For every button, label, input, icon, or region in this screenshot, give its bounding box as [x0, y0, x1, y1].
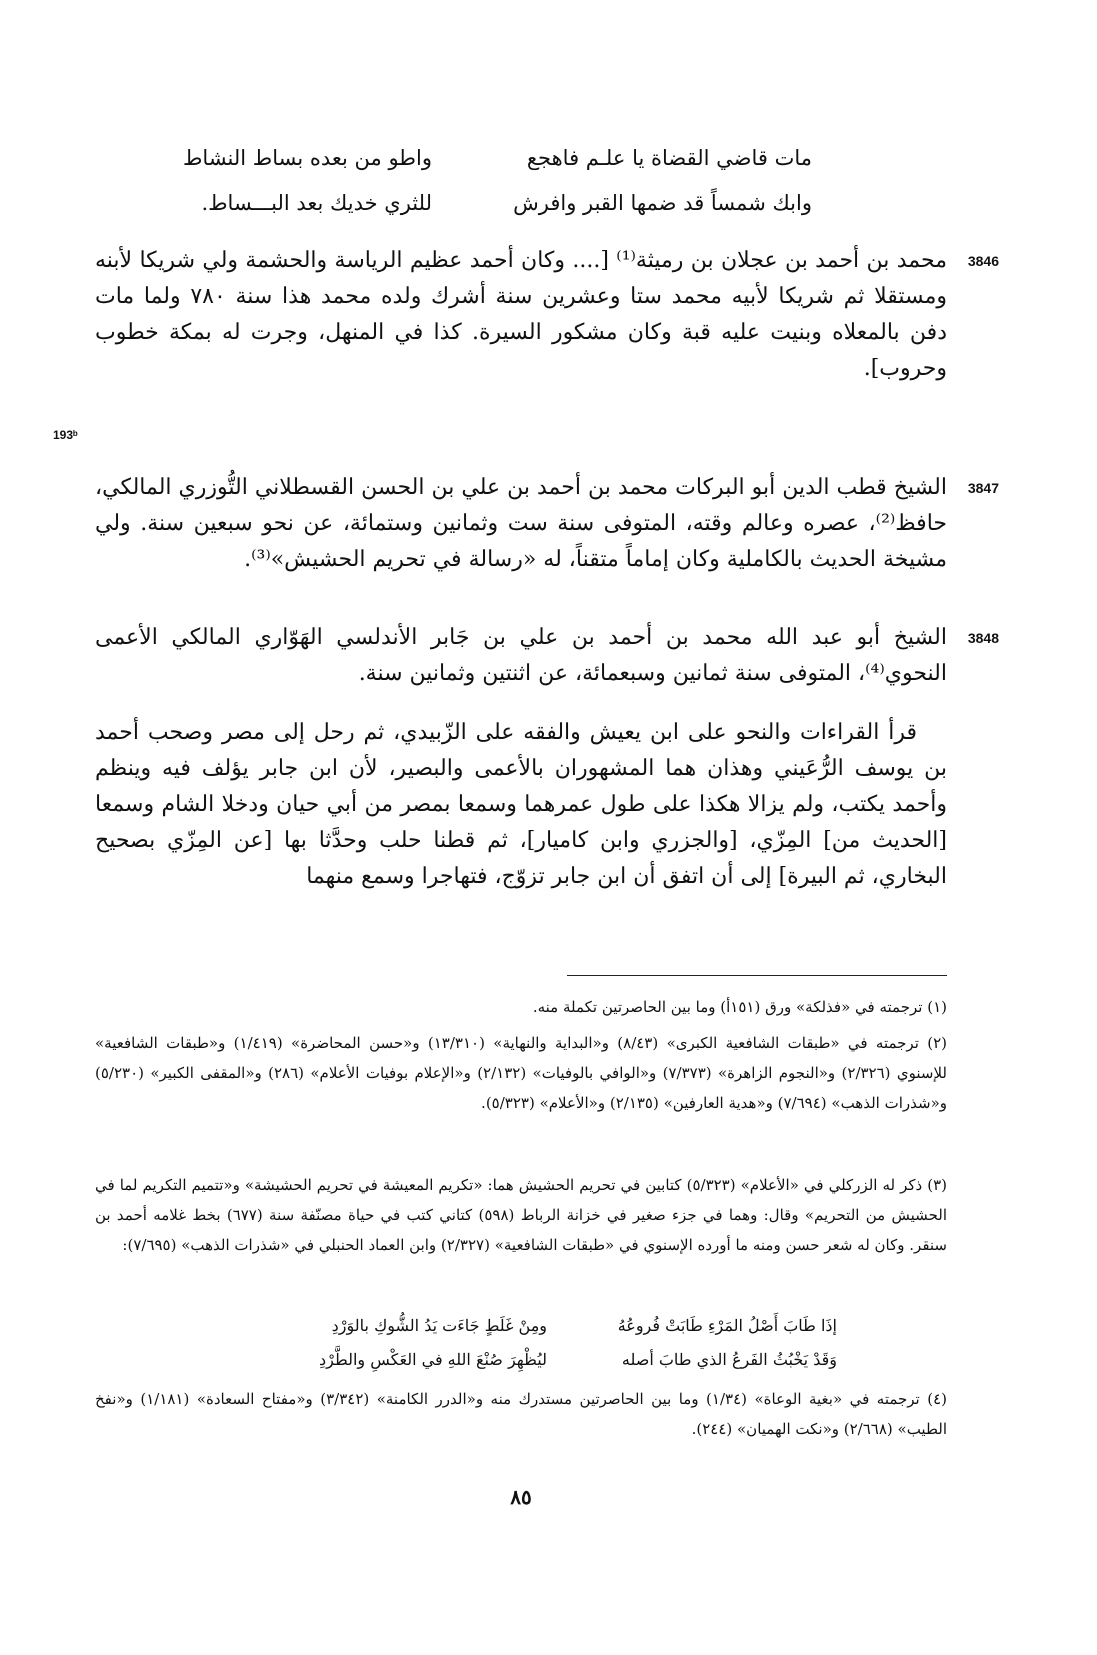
entry-number: 3847 — [967, 480, 999, 496]
footnote-1: (١) ترجمته في «فذلكة» ورق (١٥١أ) وما بين الحاصرتين تكملة منه. — [532, 998, 947, 1016]
entry-text: محمد بن أحمد بن عجلان بن رميثة⁽¹⁾ [.... وكان أحمد عظيم الرياسة والحشمة ولي شريكا لأبنه ومستقلا ثم شريكا لأبيه محمد ستا وعشرين سنة أشرك ولده محمد هذا سنة ٧٨٠ ولما مات دفن بالمعلاه وبنيت عليه قبة وكان مشكور السيرة. كذا في المنهل، وجرت له بمكة خطوب وحروب]. — [95, 248, 948, 381]
footnote-verse-2-second-hemistich: ليُظْهِرَ صُنْعَ اللهِ في العَكْسِ والطَّرْدِ — [319, 1350, 547, 1369]
footnote-verse-2-first-hemistich: وَقَدْ يَخْبُثُ الفَرعُ الذي طابَ أصله — [621, 1350, 837, 1369]
entry-number: 3848 — [967, 630, 999, 646]
folio-mark: 193ᵇ — [53, 428, 78, 442]
entry-text: الشيخ قطب الدين أبو البركات محمد بن أحمد بن علي بن الحسن القسطلاني التُّوزري المالكي، حافظ⁽²⁾، عصره وعالم وقته، المتوفى سنة ست وثمانين وستمائة، عن نحو سبعين سنة. ولي مشيخة الحديث بالكاملية وكان إماماً متقناً، له «رسالة في تحريم الحشيش»⁽³⁾. — [95, 475, 947, 572]
poem-verse-1-second-hemistich: واطو من بعده بساط النشاط — [183, 146, 432, 170]
biography-entry-3846 — [95, 243, 999, 387]
poem-verse-1-first-hemistich: مات قاضي القضاة يا علـم فاهجع — [526, 146, 812, 170]
book-page — [53, 0, 999, 1655]
poem-verse-2-second-hemistich: للثري خديك بعد البـــساط. — [201, 191, 432, 215]
footnote-3: (٣) ذكر له الزركلي في «الأعلام» (٥/٣٢٣) كتابين في تحريم الحشيش هما: «تكريم المعيشة في تحريم الحشيشة» و«تتميم التكريم لما في الحشيش من التحريم» وقال: وهما في جزء صغير في خزانة الرباط (٥٩٨) كتاني كتب في حياة مصنّفة سنة (٦٧٧) بخط غلامه أحمد بن سنقر. وكان له شعر حسن ومنه ما أورده الإسنوي في «طبقات الشافعية» (٢/٣٢٧) وابن العماد الحنبلي في «شذرات الذهب» (٧/٦٩٥): — [95, 1176, 947, 1254]
footnote-separator — [567, 975, 947, 976]
footnote-4: (٤) ترجمته في «بغية الوعاة» (١/٣٤) وما بين الحاصرتين مستدرك منه و«الدرر الكامنة» (٣/٣٤٢) و«مفتاح السعادة» (١/١٨١) و«نفخ الطيب» (٢/٦٦٨) و«نكت الهميان» (٢٤٤). — [95, 1390, 947, 1438]
poem-verse-2-first-hemistich: وابك شمساً قد ضمها القبر وافرش — [513, 191, 812, 215]
biography-entry-3847 — [95, 470, 999, 578]
biography-entry-3848 — [95, 620, 999, 692]
page-number: ٨٥ — [510, 1485, 532, 1509]
entry-text: الشيخ أبو عبد الله محمد بن أحمد بن علي بن جَابر الأندلسي الهَوّاري المالكي الأعمى النحوي⁽⁴⁾، المتوفى سنة ثمانين وسبعمائة، عن اثنتين وثمانين سنة. — [95, 625, 947, 686]
entry-number: 3846 — [967, 253, 999, 269]
footnote-2: (٢) ترجمته في «طبقات الشافعية الكبرى» (٨/٤٣) و«البداية والنهاية» (١٣/٣١٠) و«حسن المحاضرة» (١/٤١٩) و«طبقات الشافعية» للإسنوي (٢/٣٢٦) و«النجوم الزاهرة» (٧/٣٧٣) و«الوافي بالوفيات» (٢/١٣٢) و«الإعلام بوفيات الأعلام» (٢٨٦) و«المقفى الكبير» (٥/٢٣٠) و«شذرات الذهب» (٧/٦٩٤) و«هدية العارفين» (٢/١٣٥) و«الأعلام» (٥/٣٢٣). — [95, 1034, 947, 1112]
footnote-verse-1-first-hemistich: إذَا طَابَ أَصْلُ المَرْءِ طَابَتْ فُروعُهُ — [617, 1316, 837, 1335]
body-paragraph: قرأ القراءات والنحو على ابن يعيش والفقه على الزّبيدي، ثم رحل إلى مصر وصحب أحمد بن يوسف الرُّعَيني وهذان هما المشهوران بالأعمى والبصير، لأن ابن جابر يؤلف فيه وينظم وأحمد يكتب، ولم يزالا هكذا على طول عمرهما وسمعا بمصر من أبي حيان ودخلا الشام وسمعا [الحديث من] المِزّي، [والجزري وابن كاميار]، ثم قطنا حلب وحدَّثا بها [عن المِزّي بصحيح البخاري، ثم البيرة] إلى أن اتفق أن ابن جابر تزوّج، فتهاجرا وسمع منهما — [95, 720, 947, 889]
footnote-verse-1-second-hemistich: ومِنْ غَلَطٍ جَاءَت يَدُ الشُّوكِ بالوَرْدِ — [331, 1316, 547, 1335]
